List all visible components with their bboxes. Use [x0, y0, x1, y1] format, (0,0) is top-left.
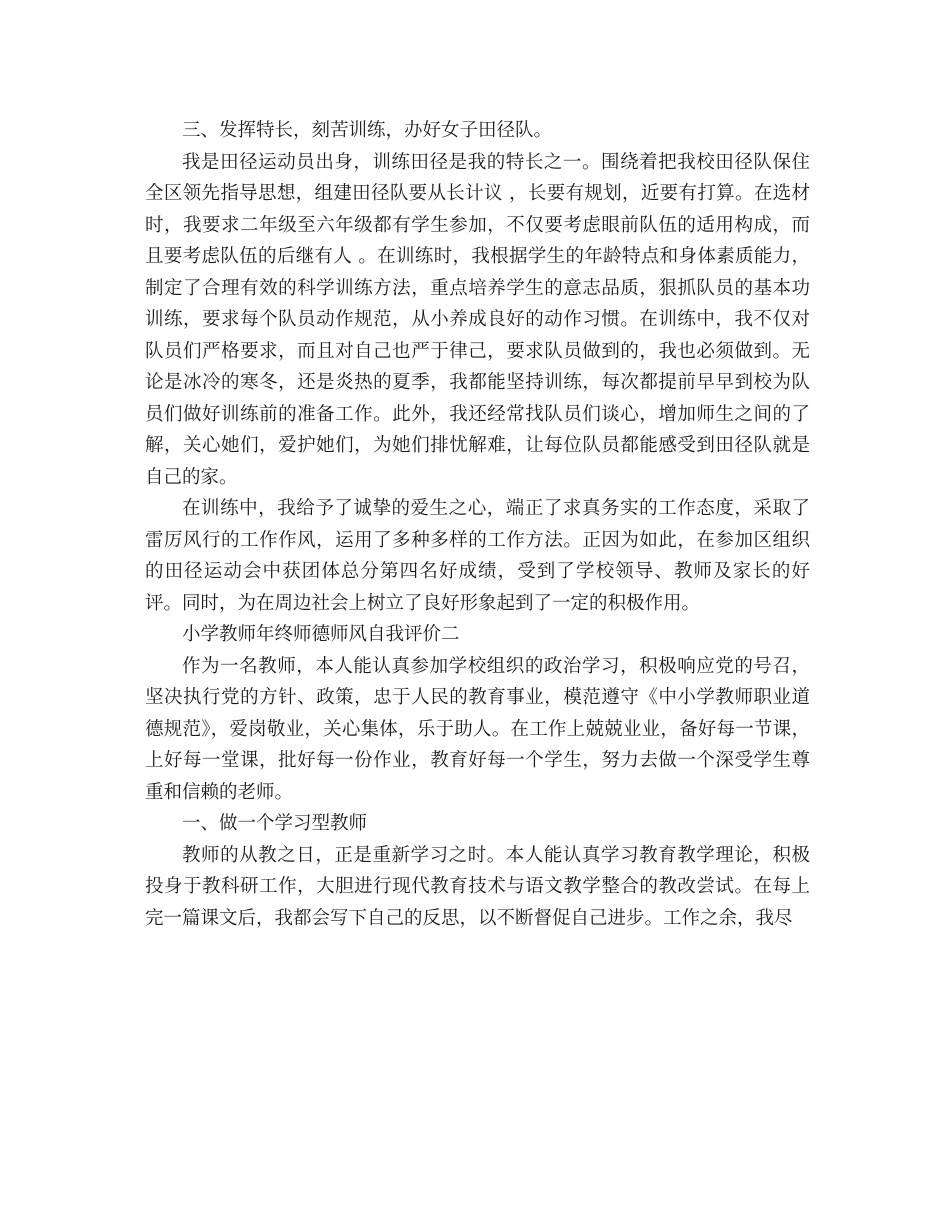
article-title: 小学教师年终师德师风自我评价二	[182, 624, 460, 645]
document-body	[145, 115, 810, 934]
paragraph: 教师的从教之日，正是重新学习之时。本人能认真学习教育教学理论，积极投身于教科研工作，大胆进行现代教育技术与语文教学整合的教改尝试。在每上完一篇课文后，我都会写下自己的反思，以不断督促自己进步。工作之余，我尽	[145, 844, 810, 929]
section-heading-one: 一、做一个学习型教师	[182, 813, 368, 834]
paragraph: 在训练中，我给予了诚挚的爱生之心，端正了求真务实的工作态度，采取了雷厉风行的工作作风，运用了多种多样的工作方法。正因为如此，在参加区组织的田径运动会中获团体总分第四名好成绩，受到了学校领导、教师及家长的好评。同时，为在周边社会上树立了良好形象起到了一定的积极作用。	[145, 498, 810, 614]
paragraph: 作为一名教师，本人能认真参加学校组织的政治学习，积极响应党的号召，坚决执行党的方针、政策，忠于人民的教育事业，模范遵守《中小学教师职业道德规范》，爱岗敬业，关心集体，乐于助人。在工作上兢兢业业，备好每一节课，上好每一堂课，批好每一份作业，教育好每一个学生，努力去做一个深受学生尊重和信赖的老师。	[145, 655, 810, 803]
section-heading-three: 三、发挥特长，刻苦训练，办好女子田径队。	[182, 120, 553, 141]
paragraph: 我是田径运动员出身，训练田径是我的特长之一。围绕着把我校田径队保住全区领先指导思想，组建田径队要从长计议 ，长要有规划，近要有打算。在选材时，我要求二年级至六年级都有学生参加，不仅要考虑眼前队伍的适用构成，而且要考虑队伍的后继有人 。在训练时，我根据学生的年龄特点和身体素质能力，制定了合理有效的科学训练方法，重点培养学生的意志品质，狠抓队员的基本功训练，要求每个队员动作规范，从小养成良好的动作习惯。在训练中，我不仅对队员们严格要求，而且对自己也严于律己，要求队员做到的，我也必须做到。无论是冰冷的寒冬，还是炎热的夏季，我都能坚持训练，每次都提前早早到校为队员们做好训练前的准备工作。此外，我还经常找队员们谈心，增加师生之间的了解，关心她们，爱护她们，为她们排忧解难，让每位队员都能感受到田径队就是自己的家。	[145, 151, 810, 488]
